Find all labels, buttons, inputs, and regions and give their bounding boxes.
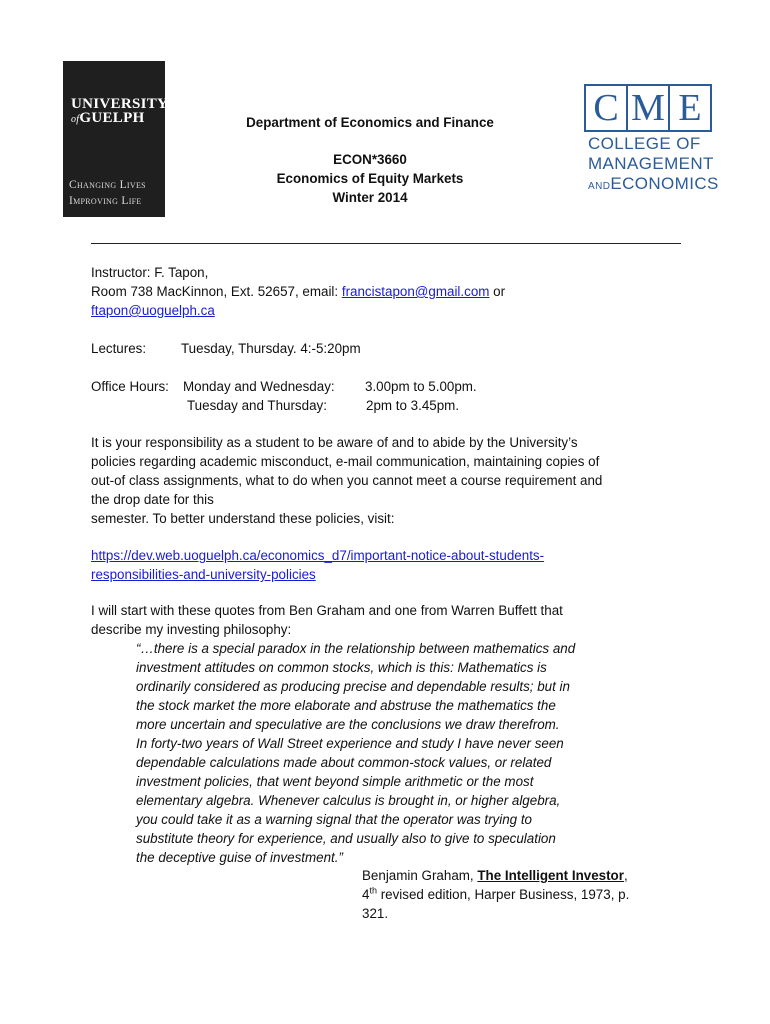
- policy-link-line1: [91, 546, 544, 565]
- email-link-uoguelph[interactable]: ftapon@uoguelph.ca: [91, 303, 215, 318]
- cme-line-management: MANAGEMENT: [588, 154, 714, 173]
- quote-line: dependable calculations made about common-stock values, or related: [136, 755, 552, 770]
- cme-economics: ECONOMICS: [610, 174, 719, 193]
- email-link-gmail[interactable]: francistapon@gmail.com: [341, 284, 490, 299]
- intro-line: describe my investing philosophy:: [91, 622, 292, 637]
- cme-letter-boxes: [584, 84, 710, 130]
- policy-line: out-of class assignments, what to do when you cannot meet a course requirement and: [91, 473, 603, 488]
- policy-line: the drop date for this: [91, 492, 214, 507]
- guelph-tagline-1: Changing Lives: [69, 179, 146, 191]
- policy-link-line2: [91, 565, 316, 584]
- office-hours-row1-days: Monday and Wednesday:: [183, 379, 335, 394]
- header-divider: [91, 243, 681, 244]
- policy-url-link-continued[interactable]: responsibilities-and-university-policies: [91, 567, 316, 582]
- citation-edition-sup: th: [369, 885, 377, 896]
- lectures-label: Lectures:: [91, 341, 147, 356]
- citation-author: Benjamin Graham,: [362, 868, 474, 883]
- cme-and: AND: [588, 181, 611, 192]
- department-title: Department of Economics and Finance: [246, 115, 494, 130]
- intro-line: I will start with these quotes from Ben Graham and one from Warren Buffett that: [91, 603, 563, 618]
- quote-line: the stock market the more elaborate and abstruse the mathematics the: [136, 698, 556, 713]
- office-hours-label: Office Hours:: [91, 379, 169, 394]
- office-hours-row1-time: 3.00pm to 5.00pm.: [365, 379, 477, 394]
- citation-edition-line: [362, 885, 629, 904]
- instructor-contact: [91, 282, 505, 301]
- cme-line-college: COLLEGE OF: [588, 134, 701, 153]
- quote-line: elementary algebra. Whenever calculus is brought in, or higher algebra,: [136, 793, 561, 808]
- cme-letter-c: C: [584, 84, 628, 132]
- quote-line: the deceptive guise of investment.”: [136, 850, 343, 865]
- cme-line-economics: [588, 174, 719, 194]
- quote-line: “…there is a special paradox in the relationship between mathematics and: [136, 641, 576, 656]
- quote-line: substitute theory for experience, and usually also to give to speculation: [136, 831, 556, 846]
- cme-college-logo: [584, 84, 719, 194]
- guelph-tagline-2: Improving Life: [69, 195, 142, 207]
- quote-line: investment attitudes on common stocks, which is this: Mathematics is: [136, 660, 547, 675]
- lectures-value: Tuesday, Thursday. 4:-5:20pm: [181, 341, 361, 356]
- citation-comma: ,: [623, 868, 628, 883]
- university-of-guelph-logo: [63, 61, 169, 217]
- guelph-logo-tagline: [69, 177, 163, 209]
- instructor-room: Room 738 MacKinnon, Ext. 52657, email:: [91, 284, 339, 299]
- guelph-logo-wordmark: [71, 96, 169, 127]
- instructor-name: Instructor: F. Tapon,: [91, 265, 209, 280]
- quote-line: ordinarily considered as producing precise and dependable results; but in: [136, 679, 570, 694]
- citation-book-title: The Intelligent Investor: [477, 868, 624, 883]
- office-hours-row2-days: Tuesday and Thursday:: [187, 398, 327, 413]
- policy-line: It is your responsibility as a student to be aware of and to abide by the University’s: [91, 435, 578, 450]
- guelph-logo-of: of: [71, 114, 80, 125]
- email-or: or: [493, 284, 506, 299]
- citation-author-line: [362, 866, 628, 885]
- course-name: Economics of Equity Markets: [276, 171, 464, 186]
- citation-page: 321.: [362, 906, 389, 921]
- policy-url-link[interactable]: https://dev.web.uoguelph.ca/economics_d7/important-notice-about-students-: [91, 548, 545, 563]
- quote-line: investment policies, that went beyond simple arithmetic or the most: [136, 774, 534, 789]
- guelph-logo-line2: GUELPH: [79, 110, 145, 126]
- cme-letter-e: E: [668, 84, 712, 132]
- policy-line: policies regarding academic misconduct, e-mail communication, maintaining copies of: [91, 454, 600, 469]
- office-hours-row2-time: 2pm to 3.45pm.: [366, 398, 460, 413]
- citation-edition-rest: revised edition, Harper Business, 1973, p.: [376, 887, 630, 902]
- course-term: Winter 2014: [332, 190, 408, 205]
- quote-line: In forty-two years of Wall Street experience and study I have never seen: [136, 736, 564, 751]
- cme-letter-m: M: [626, 84, 670, 132]
- citation-edition-num: 4: [362, 887, 370, 902]
- instructor-email2-line: [91, 301, 215, 320]
- course-code: ECON*3660: [333, 152, 407, 167]
- quote-line: you could take it as a warning signal that the operator was trying to: [136, 812, 532, 827]
- policy-line: semester. To better understand these policies, visit:: [91, 511, 395, 526]
- quote-line: more uncertain and speculative are the conclusions we draw therefrom.: [136, 717, 560, 732]
- guelph-logo-line1: UNIVERSITY: [71, 96, 169, 112]
